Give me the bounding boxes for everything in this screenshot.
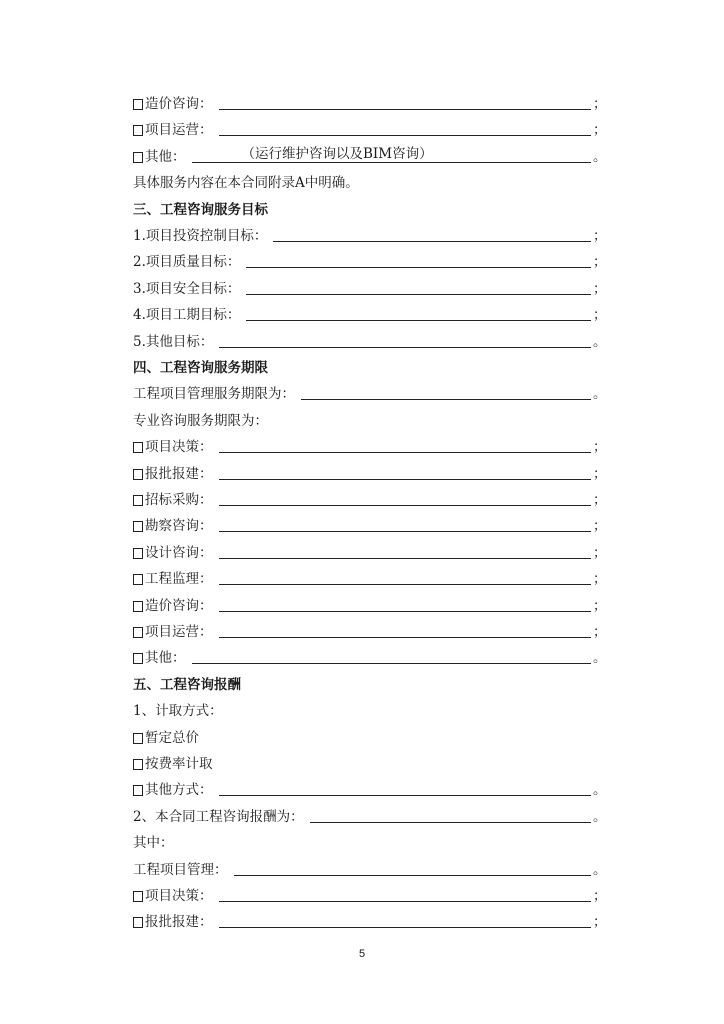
row-label: 2、本合同工程咨询报酬为：	[133, 808, 304, 825]
fill-in-line[interactable]	[301, 384, 591, 400]
row-end-punctuation: ；	[593, 254, 607, 271]
row-end-punctuation: ；	[593, 465, 607, 482]
row-end-punctuation: 。	[593, 782, 607, 799]
section-heading	[133, 357, 603, 377]
row-end-punctuation: ；	[593, 307, 607, 324]
fill-in-line[interactable]	[219, 912, 592, 928]
row-end-punctuation: ；	[593, 888, 607, 904]
row-label: 工程项目管理：	[133, 861, 228, 878]
row-end-punctuation: 。	[593, 148, 607, 165]
checkbox[interactable]	[133, 99, 143, 110]
fill-in-line[interactable]	[219, 886, 592, 902]
form-row	[133, 568, 607, 588]
form-row	[133, 251, 607, 271]
fill-in-line[interactable]	[219, 120, 592, 136]
row-label: 项目运营：	[145, 122, 213, 139]
row-label: 1、计取方式：	[133, 703, 223, 720]
fill-in-value: （运行维护咨询以及BIM咨询）	[241, 145, 433, 162]
row-label: 工程项目管理服务期限为：	[133, 386, 295, 403]
form-row	[133, 621, 607, 641]
form-row	[133, 463, 607, 483]
form-row	[133, 436, 607, 456]
checkbox[interactable]	[133, 733, 143, 744]
checkbox[interactable]	[133, 627, 143, 638]
section-heading	[133, 674, 603, 694]
form-row	[133, 647, 607, 667]
fill-in-line[interactable]	[310, 807, 591, 823]
row-end-punctuation: ；	[593, 914, 607, 931]
checkbox[interactable]	[133, 548, 143, 559]
form-row	[133, 383, 607, 403]
row-label: 专业咨询服务期限为：	[133, 412, 268, 429]
form-row	[133, 515, 607, 535]
form-row	[133, 753, 603, 773]
fill-in-line[interactable]	[192, 147, 592, 163]
row-end-punctuation: 。	[593, 333, 607, 350]
form-row	[133, 172, 603, 192]
form-row	[133, 542, 607, 562]
fill-in-line[interactable]	[246, 252, 591, 268]
fill-in-line[interactable]	[219, 569, 592, 585]
form-row	[133, 410, 603, 430]
row-label: 其他方式：	[145, 782, 213, 799]
checkbox[interactable]	[133, 759, 143, 770]
checkbox[interactable]	[133, 601, 143, 612]
row-end-punctuation: 。	[593, 650, 607, 667]
fill-in-line[interactable]	[246, 279, 591, 295]
row-end-punctuation: ；	[593, 122, 607, 139]
row-label: 2.项目质量目标：	[133, 254, 241, 271]
checkbox[interactable]	[133, 785, 143, 796]
row-end-punctuation: ；	[593, 624, 607, 640]
row-label: 工程监理：	[145, 571, 213, 588]
row-label: 设计咨询：	[145, 544, 213, 561]
row-label: 造价咨询：	[145, 597, 213, 614]
form-row	[133, 911, 607, 931]
row-end-punctuation: ；	[593, 492, 607, 508]
form-row	[133, 278, 607, 298]
form-row	[133, 93, 607, 113]
fill-in-line[interactable]	[219, 516, 592, 532]
row-end-punctuation: ；	[593, 597, 607, 614]
row-end-punctuation: ；	[593, 544, 607, 561]
form-row	[133, 806, 607, 826]
form-row	[133, 700, 603, 720]
row-label: 四、工程咨询服务期限	[133, 360, 268, 376]
section-heading	[133, 199, 603, 219]
row-label: 按费率计取	[145, 756, 213, 772]
fill-in-line[interactable]	[219, 437, 592, 453]
form-row	[133, 304, 607, 324]
row-end-punctuation: ；	[593, 228, 607, 244]
row-label: 项目决策：	[145, 439, 213, 456]
fill-in-line[interactable]	[219, 543, 592, 559]
form-row	[133, 727, 603, 747]
checkbox[interactable]	[133, 653, 143, 664]
row-end-punctuation: 。	[593, 386, 607, 403]
form-row	[133, 832, 603, 852]
form-row	[133, 489, 607, 509]
checkbox[interactable]	[133, 152, 143, 163]
form-row	[133, 119, 607, 139]
form-row	[133, 331, 607, 351]
fill-in-line[interactable]	[234, 860, 592, 876]
fill-in-line[interactable]	[219, 596, 592, 612]
row-label: 暂定总价	[145, 729, 199, 746]
checkbox[interactable]	[133, 442, 143, 453]
row-end-punctuation: ；	[593, 571, 607, 588]
fill-in-line[interactable]	[219, 94, 592, 110]
row-label: 3.项目安全目标：	[133, 280, 241, 297]
fill-in-line[interactable]	[219, 622, 592, 638]
form-row	[133, 595, 607, 615]
row-end-punctuation: ；	[593, 96, 607, 112]
checkbox[interactable]	[133, 469, 143, 480]
fill-in-line[interactable]	[219, 464, 592, 480]
row-label: 1.项目投资控制目标：	[133, 228, 268, 244]
form-row	[133, 885, 607, 905]
row-label: 造价咨询：	[145, 96, 213, 112]
row-label: 勘察咨询：	[145, 518, 213, 535]
form-row	[133, 145, 607, 166]
form-row	[133, 225, 607, 245]
row-end-punctuation: 。	[593, 861, 607, 878]
row-end-punctuation: ；	[593, 280, 607, 297]
fill-in-line[interactable]	[219, 780, 592, 796]
checkbox[interactable]	[133, 125, 143, 136]
fill-in-line[interactable]	[246, 305, 591, 321]
row-label: 其中：	[133, 835, 174, 852]
row-label: 其他：	[145, 148, 186, 165]
row-end-punctuation: ；	[593, 518, 607, 535]
checkbox[interactable]	[133, 574, 143, 585]
fill-in-line[interactable]	[192, 648, 592, 664]
page-number: 5	[358, 948, 366, 960]
row-label: 其他：	[145, 650, 186, 667]
row-label: 报批报建：	[145, 914, 213, 931]
row-label: 4.项目工期目标：	[133, 307, 241, 324]
form-row	[133, 859, 607, 879]
checkbox[interactable]	[133, 495, 143, 506]
row-label: 三、工程咨询服务目标	[133, 201, 268, 218]
checkbox[interactable]	[133, 917, 143, 928]
row-end-punctuation: ；	[593, 439, 607, 456]
fill-in-line[interactable]	[219, 332, 591, 348]
fill-in-line[interactable]	[219, 490, 592, 506]
row-label: 报批报建：	[145, 465, 213, 482]
row-label: 项目运营：	[145, 624, 213, 640]
row-end-punctuation: 。	[593, 808, 607, 825]
checkbox[interactable]	[133, 521, 143, 532]
fill-in-line[interactable]	[273, 226, 591, 242]
row-label: 五、工程咨询报酬	[133, 676, 241, 693]
row-label: 5.其他目标：	[133, 333, 214, 350]
form-row	[133, 779, 607, 799]
row-label: 具体服务内容在本合同附录A中明确。	[133, 175, 359, 192]
row-label: 招标采购：	[145, 492, 213, 508]
row-label: 项目决策：	[145, 888, 213, 904]
checkbox[interactable]	[133, 891, 143, 902]
